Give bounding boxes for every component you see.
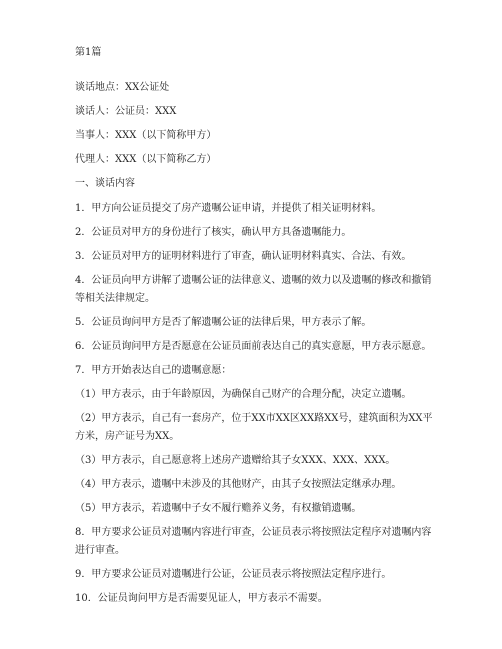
location-line: 谈话地点：XX公证处: [75, 82, 170, 93]
sub-item: （4）甲方表示，遗嘱中未涉及的其他财产，由其子女按照法定继承办理。: [75, 479, 402, 490]
sub-item: （3）甲方表示，自己愿意将上述房产遗赠给其子女XXX、XXX、XXX。: [75, 455, 396, 466]
document-heading: 第1篇: [75, 47, 102, 58]
list-item: 4．公证员向甲方讲解了遗嘱公证的法律意义、遗嘱的效力以及遗嘱的修改和撤销: [75, 275, 432, 286]
sub-item-continuation: 方米，房产证号为XX。: [75, 431, 180, 442]
list-item: 9．甲方要求公证员对遗嘱进行公证，公证员表示将按照法定程序进行。: [75, 569, 392, 580]
list-item-continuation: 等相关法律规定。: [75, 293, 155, 304]
party-b-line: 代理人：XXX（以下简称乙方）: [75, 154, 217, 165]
section-title: 一、谈话内容: [75, 178, 135, 189]
list-item: 1．甲方向公证员提交了房产遗嘱公证申请，并提供了相关证明材料。: [75, 203, 382, 214]
list-item-continuation: 进行审查。: [75, 545, 125, 556]
sub-item: （1）甲方表示，由于年龄原因，为确保自己财产的合理分配，决定立遗嘱。: [75, 389, 412, 400]
sub-item: （5）甲方表示，若遗嘱中子女不履行赡养义务，有权撤销遗嘱。: [75, 503, 362, 514]
list-item: 8．甲方要求公证员对遗嘱内容进行审查，公证员表示将按照法定程序对遗嘱内容: [75, 527, 432, 538]
list-item: 5．公证员询问甲方是否了解遗嘱公证的法律后果，甲方表示了解。: [75, 317, 372, 328]
party-a-line: 当事人：XXX（以下简称甲方）: [75, 130, 217, 141]
speakers-line: 谈话人：公证员：XXX: [75, 106, 177, 117]
list-item: 10．公证员询问甲方是否需要见证人，甲方表示不需要。: [75, 593, 328, 604]
list-item: 7．甲方开始表达自己的遗嘱意愿：: [75, 365, 232, 376]
list-item: 3．公证员对甲方的证明材料进行了审查，确认证明材料真实、合法、有效。: [75, 251, 412, 262]
sub-item: （2）甲方表示，自己有一套房产，位于XX市XX区XX路XX号，建筑面积为XX平: [75, 413, 433, 424]
list-item: 2．公证员对甲方的身份进行了核实，确认甲方具备遗嘱能力。: [75, 227, 352, 238]
list-item: 6．公证员询问甲方是否愿意在公证员面前表达自己的真实意愿，甲方表示愿意。: [75, 341, 432, 352]
